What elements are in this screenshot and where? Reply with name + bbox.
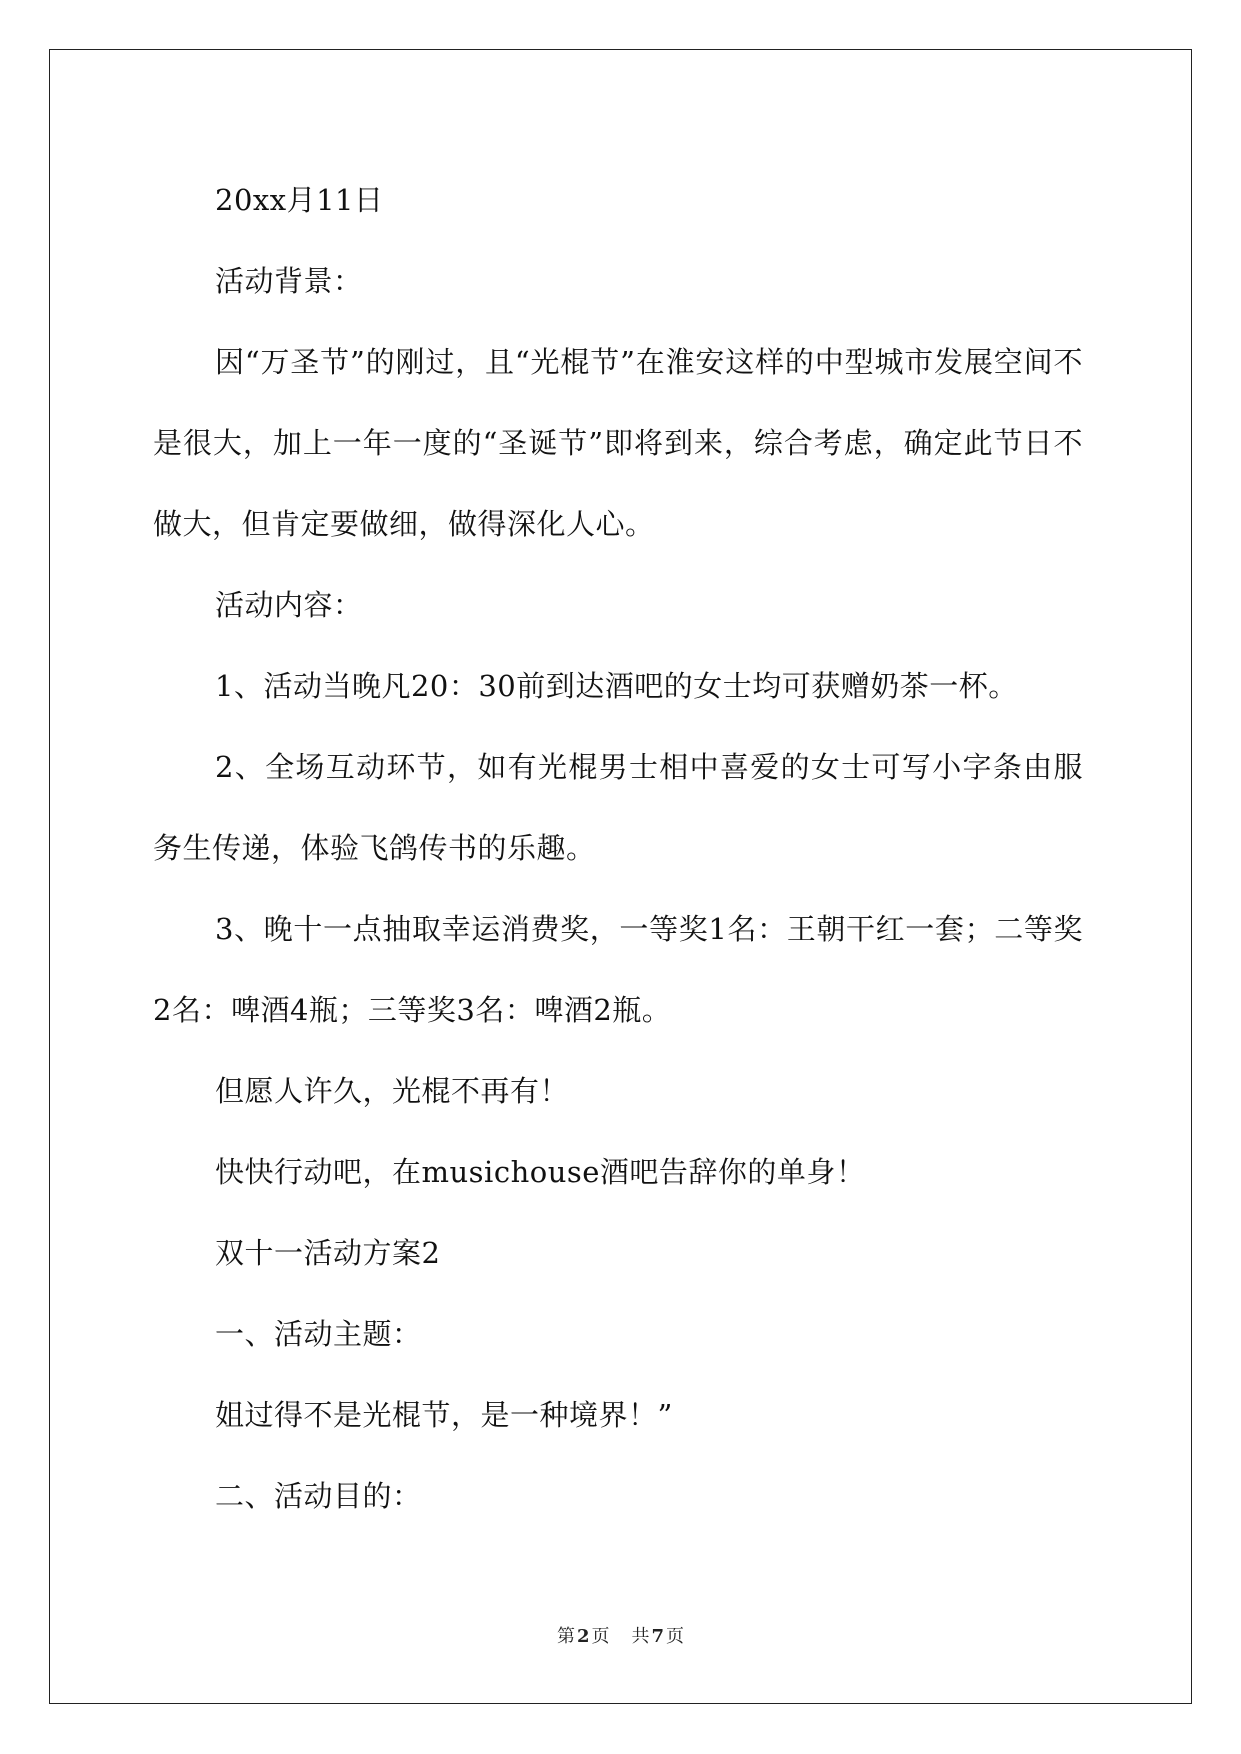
document-body bbox=[153, 160, 1083, 1537]
date-line: 20xx月11日 bbox=[215, 183, 384, 217]
background-paragraph: 因“万圣节”的刚过，且“光棍节”在淮安这样的中型城市发展空间不是很大，加上一年一度的“圣诞节”即将到来，综合考虑，确定此节日不做大，但肯定要做细，做得深化人心。 bbox=[153, 345, 1083, 541]
footer-total-suffix: 页 bbox=[666, 1626, 685, 1647]
section-heading-content: 活动内容： bbox=[215, 588, 363, 622]
page-footer bbox=[0, 1622, 1241, 1648]
theme-text: 姐过得不是光棍节，是一种境界！” bbox=[215, 1398, 673, 1432]
footer-total-prefix: 共 bbox=[631, 1626, 650, 1647]
slogan-line-1: 但愿人许久，光棍不再有！ bbox=[215, 1074, 570, 1108]
footer-prefix: 第 bbox=[556, 1626, 575, 1647]
section-heading-background: 活动背景： bbox=[215, 264, 363, 298]
footer-page-number: 2 bbox=[576, 1626, 590, 1647]
content-item-2: 2、全场互动环节，如有光棍男士相中喜爱的女士可写小字条由服务生传递，体验飞鸽传书的乐趣。 bbox=[153, 750, 1083, 865]
footer-page-suffix: 页 bbox=[591, 1626, 610, 1647]
content-item-3: 3、晚十一点抽取幸运消费奖，一等奖1名：王朝干红一套；二等奖2名：啤酒4瓶；三等奖3名：啤酒2瓶。 bbox=[153, 912, 1083, 1027]
plan-2-title: 双十一活动方案2 bbox=[215, 1236, 441, 1270]
section-heading-theme: 一、活动主题： bbox=[215, 1317, 422, 1351]
content-item-1: 1、活动当晚凡20：30前到达酒吧的女士均可获赠奶茶一杯。 bbox=[215, 669, 1018, 703]
section-heading-purpose: 二、活动目的： bbox=[215, 1479, 422, 1513]
footer-total-pages: 7 bbox=[651, 1626, 665, 1647]
slogan-line-2: 快快行动吧，在musichouse酒吧告辞你的单身！ bbox=[215, 1155, 866, 1189]
